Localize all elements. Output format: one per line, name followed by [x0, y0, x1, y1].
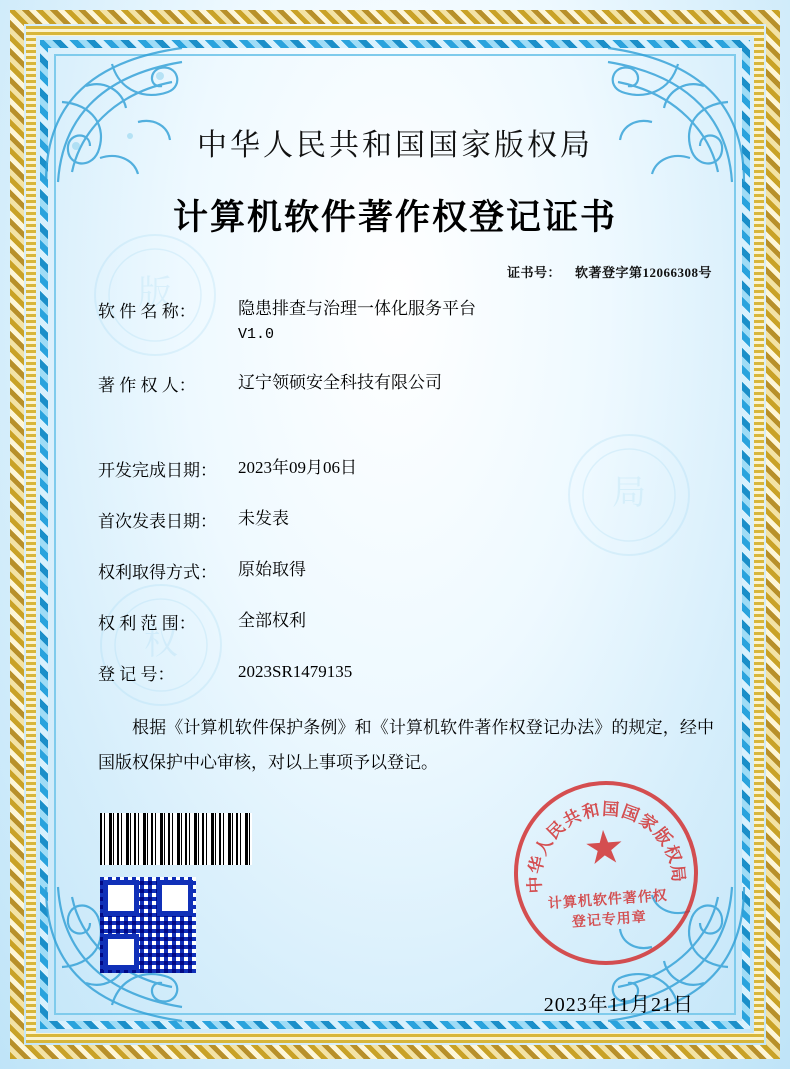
code-block: [100, 813, 252, 973]
legal-statement-text: 根据《计算机软件保护条例》和《计算机软件著作权登记办法》的规定，经中国版权保护中心审核，对以上事项予以登记。: [98, 718, 714, 773]
field-label-development-date: 开发完成日期：: [98, 461, 217, 481]
certificate-title: 计算机软件著作权登记证书: [172, 198, 617, 237]
field-value-rights-acquisition: 原始取得: [238, 560, 306, 580]
svg-text:局: 局: [612, 475, 646, 512]
field-value-first-publish-date: 未发表: [238, 509, 289, 529]
seal-line-2: 登记专用章: [571, 910, 648, 931]
field-development-date: [98, 456, 720, 481]
issue-date: 2023年11月21日: [543, 994, 694, 1016]
field-rights-scope: [98, 609, 720, 634]
svg-text:版: 版: [138, 275, 172, 312]
issuer-title: 中华人民共和国国家版权局: [197, 129, 593, 162]
field-value-registration-number: 2023SR1479135: [238, 662, 353, 682]
certificate-number: [70, 262, 720, 281]
qr-code: [100, 877, 196, 973]
field-label-software-name: 软 件 名 称：: [98, 302, 196, 321]
certificate-number-label: 证书号：: [506, 265, 561, 280]
field-label-rights-acquisition: 权利取得方式：: [98, 563, 217, 583]
field-copyright-owner: [98, 371, 720, 396]
section-gap: [98, 422, 720, 456]
field-value-rights-scope: 全部权利: [238, 611, 306, 631]
svg-text:权: 权: [144, 625, 178, 662]
field-list: [70, 297, 720, 685]
software-name-text: 隐患排查与治理一体化服务平台: [238, 299, 476, 318]
field-label-copyright-owner: 著 作 权 人：: [98, 376, 196, 396]
seal-star-icon: ★: [581, 820, 627, 875]
certificate-number-value: 软著登字第12066308号: [574, 265, 712, 280]
field-label-rights-scope: 权 利 范 围：: [98, 614, 196, 634]
official-seal: [508, 775, 704, 971]
field-rights-acquisition: [98, 558, 720, 583]
svg-text:中华人民共和国国家版权局: 中华人民共和国国家版权局: [525, 799, 689, 894]
field-label-registration-number: 登 记 号：: [98, 665, 175, 685]
field-value-software-name: [238, 297, 720, 345]
field-label-first-publish-date: 首次发表日期：: [98, 512, 217, 532]
field-value-copyright-owner: 辽宁领硕安全科技有限公司: [238, 373, 442, 393]
field-registration-number: [98, 660, 720, 685]
seal-arc-text: [512, 779, 700, 967]
field-first-publish-date: [98, 507, 720, 532]
qr-finder-bottom-left: [103, 934, 139, 970]
field-software-name: [98, 297, 720, 345]
field-value-development-date: 2023年09月06日: [238, 458, 357, 478]
software-version-text: V1.0: [238, 325, 275, 343]
legal-statement: [70, 711, 720, 781]
seal-line-1: 计算机软件著作权: [547, 888, 669, 913]
barcode: [100, 813, 252, 865]
